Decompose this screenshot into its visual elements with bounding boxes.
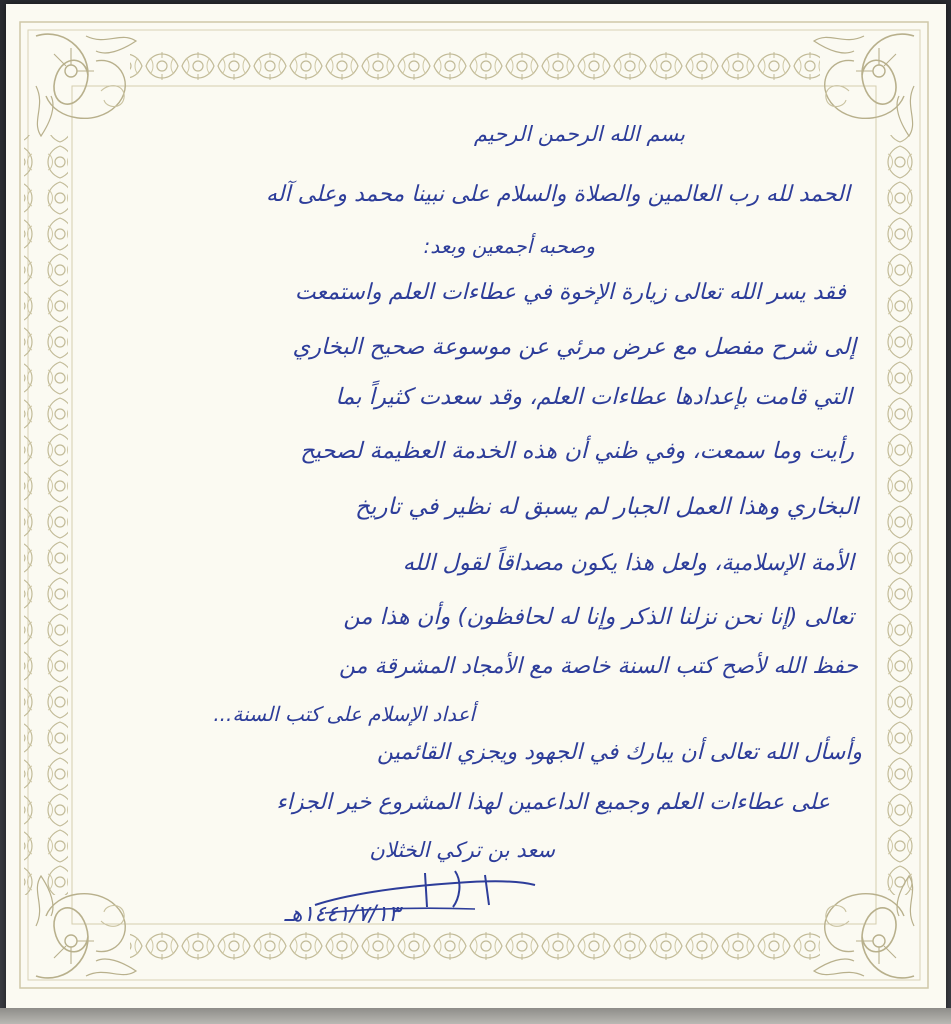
letter-line: حفظ الله لأصح كتب السنة خاصة مع الأمجاد المشرقة من [338,654,858,679]
letter-line: تعالى (إنا نحن نزلنا الذكر وإنا له لحافظون) وأن هذا من [343,604,854,630]
signature-date: ١٤٤١/٧/١٣هـ [284,902,400,927]
letter-line: على عطاءات العلم وجميع الداعمين لهذا المشروع خير الجزاء [276,790,830,815]
letter-line: وصحبه أجمعين وبعد: [423,234,595,258]
letter-line: التي قامت بإعدادها عطاءات العلم، وقد سعدت كثيراً بما [335,384,852,410]
letter-line: أعداد الإسلام على كتب السنة... [213,702,475,726]
author-name: سعد بن تركي الخثلان [369,838,555,862]
top-border-band [130,36,820,82]
letter-line: إلى شرح مفصل مع عرض مرئي عن موسوعة صحيح البخاري [292,334,856,360]
left-border-band [24,135,68,895]
letter-line: البخاري وهذا العمل الجبار لم يسبق له نظير في تاريخ [355,494,858,520]
letter-line: فقد يسر الله تعالى زيارة الإخوة في عطاءات العلم واستمعت [294,280,846,305]
basmala-heading: بسم الله الرحمن الرحيم [473,122,685,146]
letter-line: رأيت وما سمعت، وفي ظني أن هذه الخدمة العظيمة لصحيح [300,438,854,464]
bottom-border-band [130,930,820,976]
handwritten-letter [100,100,860,930]
letter-line: الحمد لله رب العالمين والصلاة والسلام على نبينا محمد وعلى آله [266,182,850,207]
letter-line: وأسأل الله تعالى أن يبارك في الجهود ويجزي القائمين [376,740,862,765]
right-border-band [878,135,922,895]
letter-line: الأمة الإسلامية، ولعل هذا يكون مصداقاً لقول الله [402,550,854,576]
